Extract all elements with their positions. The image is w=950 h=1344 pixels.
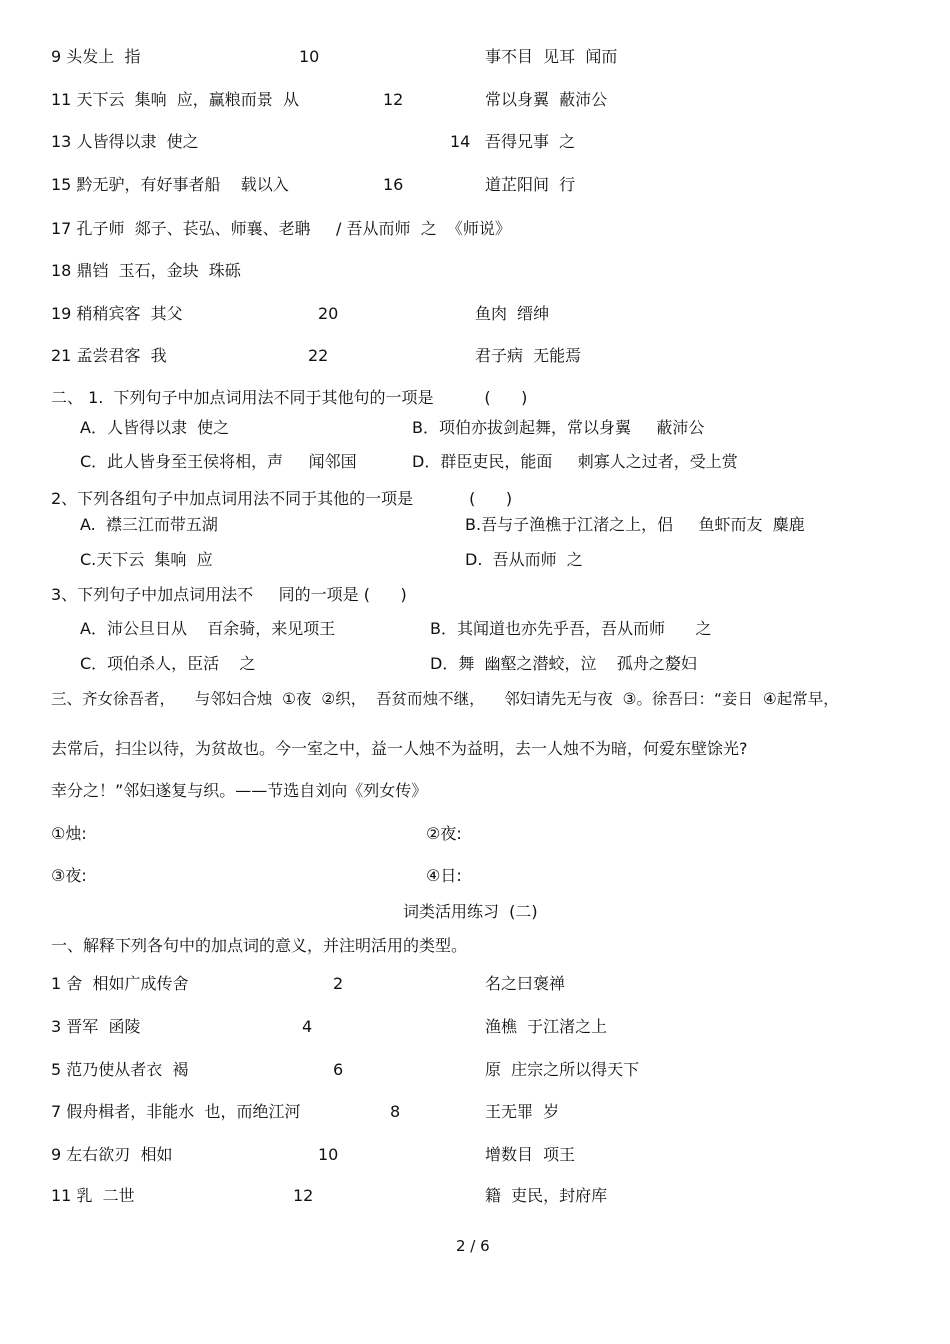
q3-passage-line3: 幸分之！”邻妇遂复与织。——节选自刘向《列女传》 [51, 781, 428, 800]
s1-row6-col1: 18 鼎铛 玉石，金块 珠砾 [51, 261, 241, 280]
p2-row1-col1: 1 舍 相如广成传舍 [51, 974, 189, 993]
q3-blank-4: ④日: [426, 866, 462, 885]
q2-2-option-d: D. 吾从而师 之 [465, 550, 583, 569]
s1-row4-col2: 16 [383, 175, 404, 194]
q2-2-option-a: A. 襟三江而带五湖 [80, 515, 218, 534]
p2-row5-col3: 增数目 项王 [485, 1145, 576, 1164]
q3-passage-line2: 去常后，扫尘以待，为贫故也。今一室之中，益一人烛不为益明，去一人烛不为暗，何爱东壁馀光? [51, 739, 748, 758]
s1-row3-col1: 13 人皆得以隶 使之 [51, 132, 199, 151]
s1-row1-col1: 9 头发上 指 [51, 47, 141, 66]
p2-row5-col2: 10 [318, 1145, 339, 1164]
q2-1-option-b: B．项伯亦拔剑起舞，常以身翼 蔽沛公 [412, 418, 705, 437]
p2-row1-col3: 名之曰褒禅 [485, 974, 566, 993]
q2-2-option-c: C.天下云 集响 应 [80, 550, 213, 569]
s1-row7-col3: 鱼肉 缙绅 [475, 304, 550, 323]
part2-instruction: 一、解释下列各句中的加点词的意义，并注明活用的类型。 [51, 936, 468, 955]
p2-row4-col2: 8 [390, 1102, 401, 1121]
q2-1-option-d: D．群臣吏民，能面 刺寡人之过者，受上赏 [412, 452, 738, 471]
s1-row2-col2: 12 [383, 90, 404, 109]
s1-row1-col2: 10 [299, 47, 320, 66]
p2-row2-col1: 3 晋军 函陵 [51, 1017, 141, 1036]
p2-row3-col1: 5 范乃使从者衣 褐 [51, 1060, 189, 1079]
q3-blank-3: ③夜: [51, 866, 87, 885]
s1-row3-col2: 14 [450, 132, 471, 151]
s1-row8-col3: 君子病 无能焉 [475, 346, 582, 365]
q3-passage-line1: 三、齐女徐吾者， 与邻妇合烛 ①夜 ②织， 吾贫而烛不继， 邻妇请先无与夜 ③。徐吾曰：“妾日 ④起常早， [51, 690, 839, 708]
q2-3-option-d: D．舞 幽壑之潜蛟，泣 孤舟之嫠妇 [430, 654, 697, 673]
s1-row1-col3: 事不目 见耳 闻而 [485, 47, 618, 66]
q2-1-option-c: C．此人皆身至王侯将相，声 闻邻国 [80, 452, 357, 471]
s1-row2-col3: 常以身翼 蔽沛公 [485, 90, 608, 109]
p2-row2-col3: 渔樵 于江渚之上 [485, 1017, 608, 1036]
q3-blank-2: ②夜: [426, 824, 462, 843]
s1-row2-col1: 11 天下云 集响 应，赢粮而景 从 [51, 90, 299, 109]
q2-3-option-a: A．沛公旦日从 百余骑，来见项王 [80, 619, 336, 638]
p2-row6-col2: 12 [293, 1186, 314, 1205]
s1-row4-col3: 道芷阳间 行 [485, 175, 576, 194]
s1-row7-col2: 20 [318, 304, 339, 323]
s1-row4-col1: 15 黔无驴，有好事者船 载以入 [51, 175, 289, 194]
s1-row3-col3: 吾得兄事 之 [485, 132, 576, 151]
q2-3-title: 3、下列句子中加点词用法不 同的一项是 ( ) [51, 585, 407, 604]
p2-row6-col1: 11 乳 二世 [51, 1186, 135, 1205]
q3-blank-1: ①烛: [51, 824, 87, 843]
q2-1-option-a: A．人皆得以隶 使之 [80, 418, 230, 437]
p2-row2-col2: 4 [302, 1017, 313, 1036]
q2-2-option-b: B.吾与子渔樵于江渚之上，侣 鱼虾而友 麋鹿 [465, 515, 805, 534]
s1-row8-col2: 22 [308, 346, 329, 365]
q2-2-title: 2、下列各组句子中加点词用法不同于其他的一项是 ( ) [51, 489, 513, 508]
p2-row3-col2: 6 [333, 1060, 344, 1079]
part2-title: 词类活用练习 (二) [403, 902, 538, 921]
q2-3-option-b: B．其闻道也亦先乎吾，吾从而师 之 [430, 619, 712, 638]
page-number: 2 / 6 [456, 1237, 490, 1255]
p2-row4-col1: 7 假舟楫者，非能水 也，而绝江河 [51, 1102, 301, 1121]
p2-row4-col3: 王无罪 岁 [485, 1102, 560, 1121]
s1-row5-col1: 17 孔子师 郯子、苌弘、师襄、老聃 / 吾从而师 之 《师说》 [51, 219, 511, 238]
p2-row5-col1: 9 左右欲刃 相如 [51, 1145, 173, 1164]
q2-3-option-c: C．项伯杀人，臣活 之 [80, 654, 256, 673]
s1-row7-col1: 19 稍稍宾客 其父 [51, 304, 183, 323]
p2-row6-col3: 籍 吏民，封府库 [485, 1186, 608, 1205]
s1-row8-col1: 21 孟尝君客 我 [51, 346, 167, 365]
p2-row1-col2: 2 [333, 974, 344, 993]
q2-1-title: 二、 1. 下列句子中加点词用法不同于其他句的一项是 ( ) [51, 388, 528, 407]
p2-row3-col3: 原 庄宗之所以得天下 [485, 1060, 640, 1079]
